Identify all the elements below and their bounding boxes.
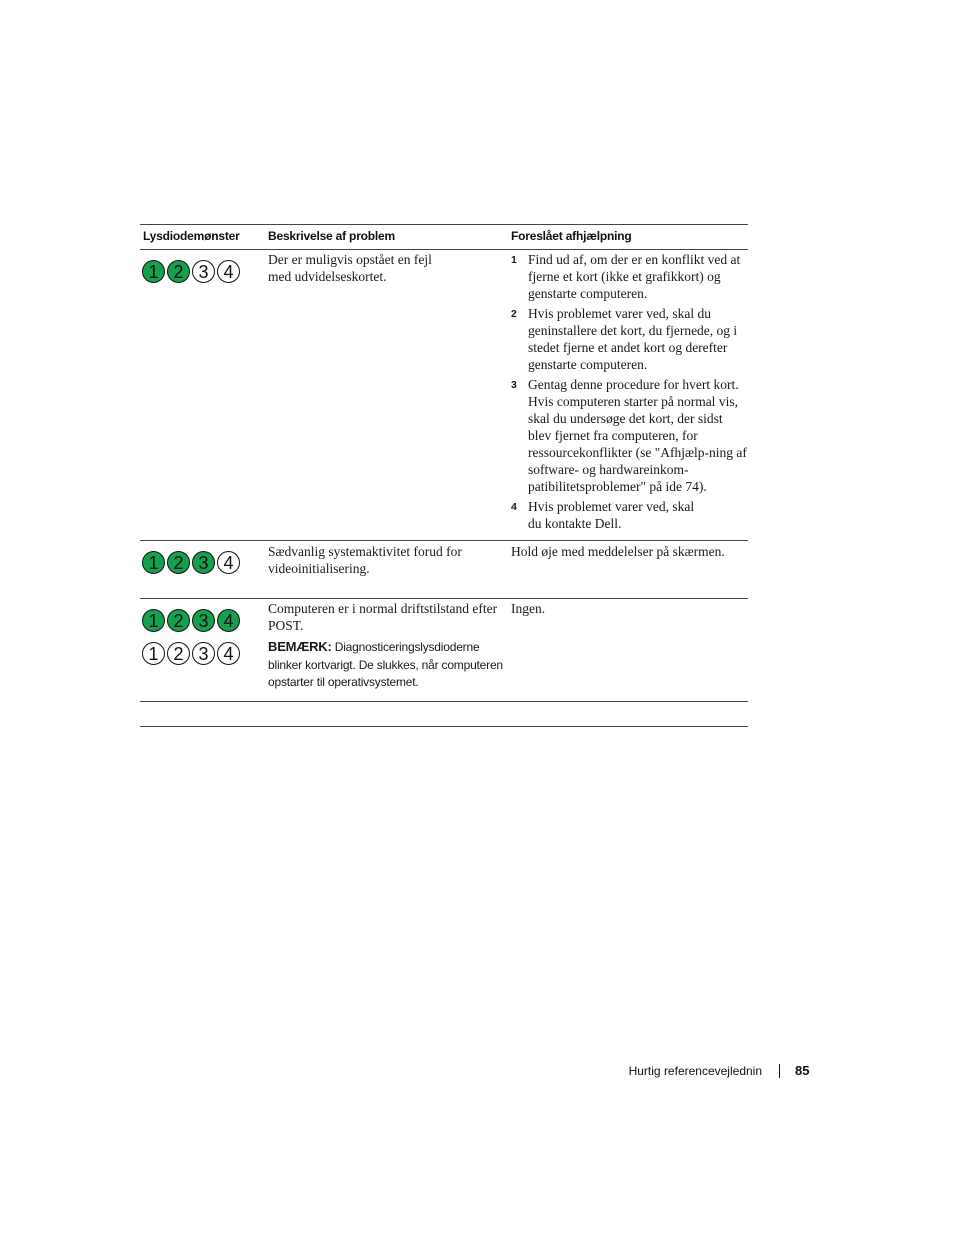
- led-4-icon: 4: [217, 609, 240, 632]
- led-3-icon: 3: [192, 642, 215, 665]
- remedy-step: [511, 251, 748, 302]
- led-1-icon: 1: [142, 609, 165, 632]
- row-rule: [140, 701, 748, 702]
- step-text: Hvis problemet varer ved, skal du kontakte Dell.: [528, 499, 695, 531]
- led-3-icon: 3: [192, 551, 215, 574]
- led-pattern-row-1: [142, 260, 240, 283]
- remedy-text: Ingen.: [511, 601, 546, 616]
- remedy-step: [511, 376, 748, 495]
- remedy-step: [511, 498, 748, 532]
- led-2-icon: 2: [167, 642, 190, 665]
- led-1-icon: 1: [142, 260, 165, 283]
- remedy-text: Hold øje med meddelelser på skærmen.: [511, 544, 725, 559]
- led-pattern-row-3-on: [142, 609, 240, 632]
- problem-description: Der er muligvis opstået en fejl med udvidelseskortet.: [268, 252, 432, 284]
- page-number: 85: [795, 1063, 810, 1078]
- problem-description: Sædvanlig systemaktivitet forud for videoinitialisering.: [268, 544, 462, 576]
- led-pattern-row-3-off: [142, 642, 240, 665]
- led-4-icon: 4: [217, 551, 240, 574]
- step-text: Find ud af, om der er en konflikt ved at fjerne et kort (ikke et grafikkort) og genstarte computeren.: [528, 252, 741, 301]
- remedy-step: [511, 305, 748, 373]
- led-2-icon: 2: [167, 609, 190, 632]
- footer-separator: [779, 1064, 780, 1078]
- header-suggested-remedy: Foreslået afhjælpning: [511, 229, 632, 243]
- header-led-pattern: Lysdiodemønster: [143, 229, 240, 243]
- row-rule: [140, 598, 748, 599]
- problem-description: Computeren er i normal driftstilstand efter POST.: [268, 601, 498, 633]
- header-rule: [140, 249, 748, 250]
- step-text: Gentag denne procedure for hvert kort. Hvis computeren starter på normal vis, skal du undersøge det kort, der sidst blev fjernet fra computeren, for ressourcekonflikter (se "Afhjælp-ning af software- og hardwareinkom-patibilitetsproblemer" på ide 74).: [528, 377, 747, 494]
- note-label: BEMÆRK:: [268, 639, 332, 654]
- step-number: 4: [511, 501, 517, 513]
- problem-description-block: [268, 600, 506, 692]
- led-4-icon: 4: [217, 260, 240, 283]
- header-problem-description: Beskrivelse af problem: [268, 229, 395, 243]
- led-2-icon: 2: [167, 551, 190, 574]
- led-pattern-row-2: [142, 551, 240, 574]
- step-number: 2: [511, 308, 517, 320]
- note-text: Diagnosticeringslysdioderne blinker kortvarigt. De slukkes, når computeren opstarter til operativsystemet.: [268, 640, 503, 689]
- led-1-icon: 1: [142, 551, 165, 574]
- remedy-steps: [511, 251, 748, 535]
- step-number: 3: [511, 379, 517, 391]
- led-1-icon: 1: [142, 642, 165, 665]
- led-2-icon: 2: [167, 260, 190, 283]
- step-number: 1: [511, 254, 517, 266]
- led-3-icon: 3: [192, 260, 215, 283]
- table-bottom-rule: [140, 726, 748, 727]
- step-text: Hvis problemet varer ved, skal du geninstallere det kort, du fjernede, og i stedet fjerne et andet kort og derefter genstarte computeren.: [528, 306, 738, 372]
- footer-title: Hurtig referencevejlednin: [628, 1064, 762, 1078]
- led-3-icon: 3: [192, 609, 215, 632]
- led-4-icon: 4: [217, 642, 240, 665]
- note: [268, 638, 506, 692]
- row-rule: [140, 540, 748, 541]
